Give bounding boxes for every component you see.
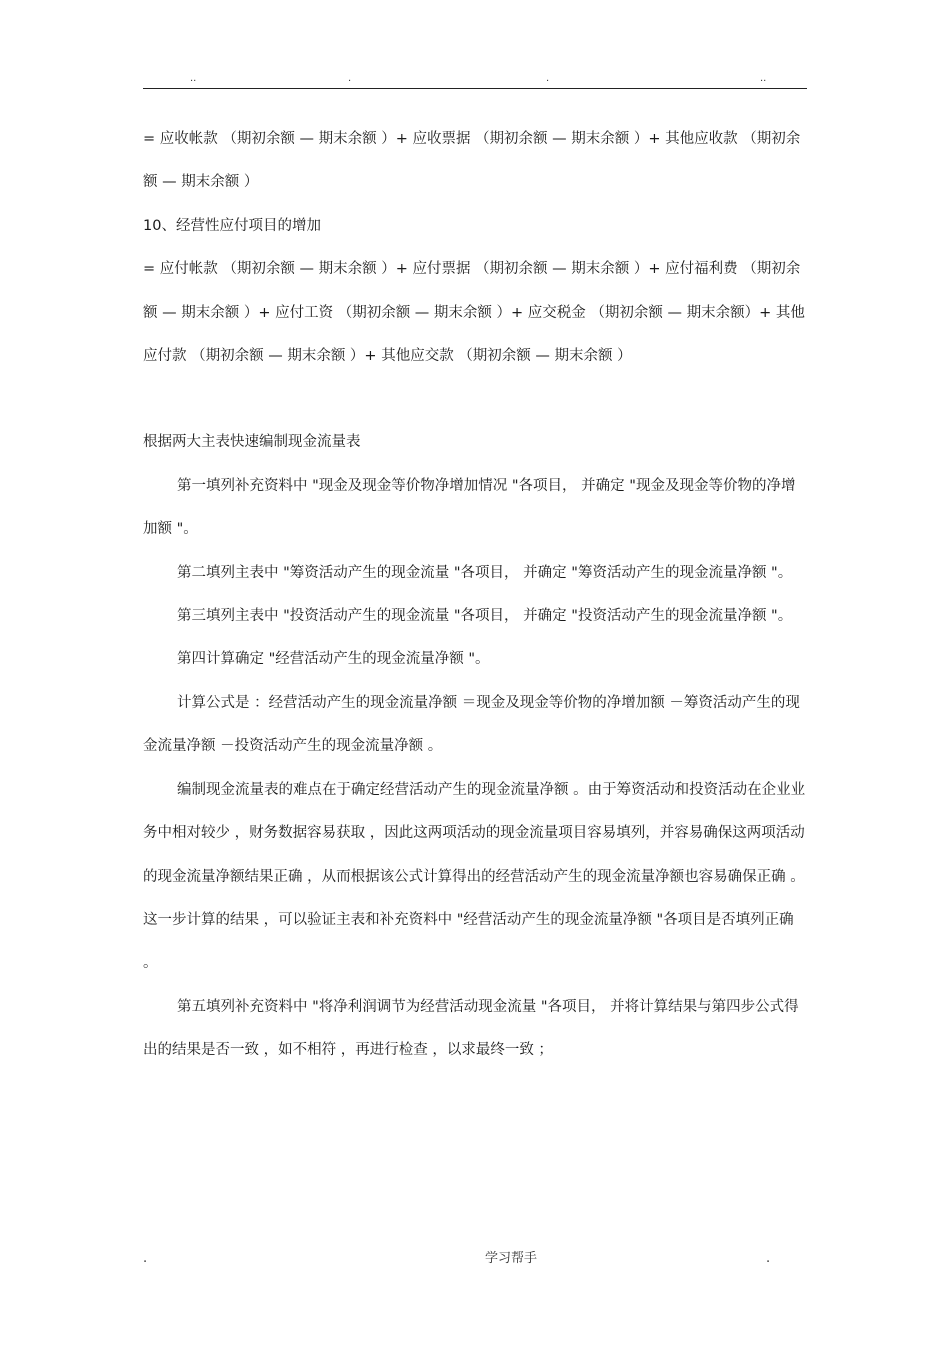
header-rule xyxy=(143,88,807,89)
footer-left-mark: . xyxy=(143,1251,148,1266)
step-5-paragraph: 第五填列补充资料中 "将净利润调节为经营活动现金流量 "各项目， 并将计算结果与第四步公式得出的结果是否一致 ，如不相符 ，再进行检查 ，以求最终一致 ； xyxy=(143,998,799,1059)
footer-right-mark: . xyxy=(766,1251,771,1266)
item-10-title: 10、经营性应付项目的增加 xyxy=(143,217,321,234)
step-4-paragraph: 第四计算确定 "经营活动产生的现金流量净额 "。 xyxy=(177,651,490,668)
footer-title: 学习帮手 xyxy=(485,1251,538,1266)
formula-payables: = 应付帐款 （期初余额 — 期末余额 ）+ 应付票据 （期初余额 — 期末余额 ）+ 应付福利费 （期初余额 — 期末余额 ）+ 应付工资 （期初余额 — 期末余额 ）+ 应交税金 （期初余额 — 期末余额）+ 其他应付款 （期初余额 — 期末余额 ）+ 其他应交款 （期初余额 — 期末余额 ） xyxy=(143,261,805,365)
document-body xyxy=(143,118,807,1073)
step-3-paragraph: 第三填列主表中 "投资活动产生的现金流量 "各项目， 并确定 "投资活动产生的现金流量净额 "。 xyxy=(177,608,793,625)
step-1-paragraph: 第一填列补充资料中 "现金及现金等价物净增加情况 "各项目， 并确定 "现金及现金等价物的净增加额 "。 xyxy=(143,477,796,538)
formula-receivables: = 应收帐款 （期初余额 — 期末余额 ）+ 应收票据 （期初余额 — 期末余额 ）+ 其他应收款 （期初余额 — 期末余额 ） xyxy=(143,131,801,191)
section-heading: 根据两大主表快速编制现金流量表 xyxy=(143,434,361,451)
header-mark: . xyxy=(546,73,550,84)
header-mark: .. xyxy=(760,73,767,84)
paragraph-gap xyxy=(143,378,807,421)
page-header-marks xyxy=(0,72,950,86)
formula-paragraph: 计算公式是 ：经营活动产生的现金流量净额 ＝现金及现金等价物的净增加额 －筹资活动产生的现金流量净额 －投资活动产生的现金流量净额 。 xyxy=(143,694,800,755)
step-2-paragraph: 第二填列主表中 "筹资活动产生的现金流量 "各项目， 并确定 "筹资活动产生的现金流量净额 "。 xyxy=(177,564,793,581)
explanation-paragraph: 编制现金流量表的难点在于确定经营活动产生的现金流量净额 。由于筹资活动和投资活动在企业业务中相对较少 ，财务数据容易获取 ，因此这两项活动的现金流量项目容易填列，并容易确保这两项活动的现金流量净额结果正确 ，从而根据该公式计算得出的经营活动产生的现金流量净额也容易确保正确 。这一步计算的结果 ，可以验证主表和补充资料中 "经营活动产生的现金流量净额 "各项目是否填列正确 。 xyxy=(143,781,806,972)
header-mark: . xyxy=(348,73,352,84)
page-footer xyxy=(0,1249,950,1269)
header-mark: .. xyxy=(190,73,197,84)
